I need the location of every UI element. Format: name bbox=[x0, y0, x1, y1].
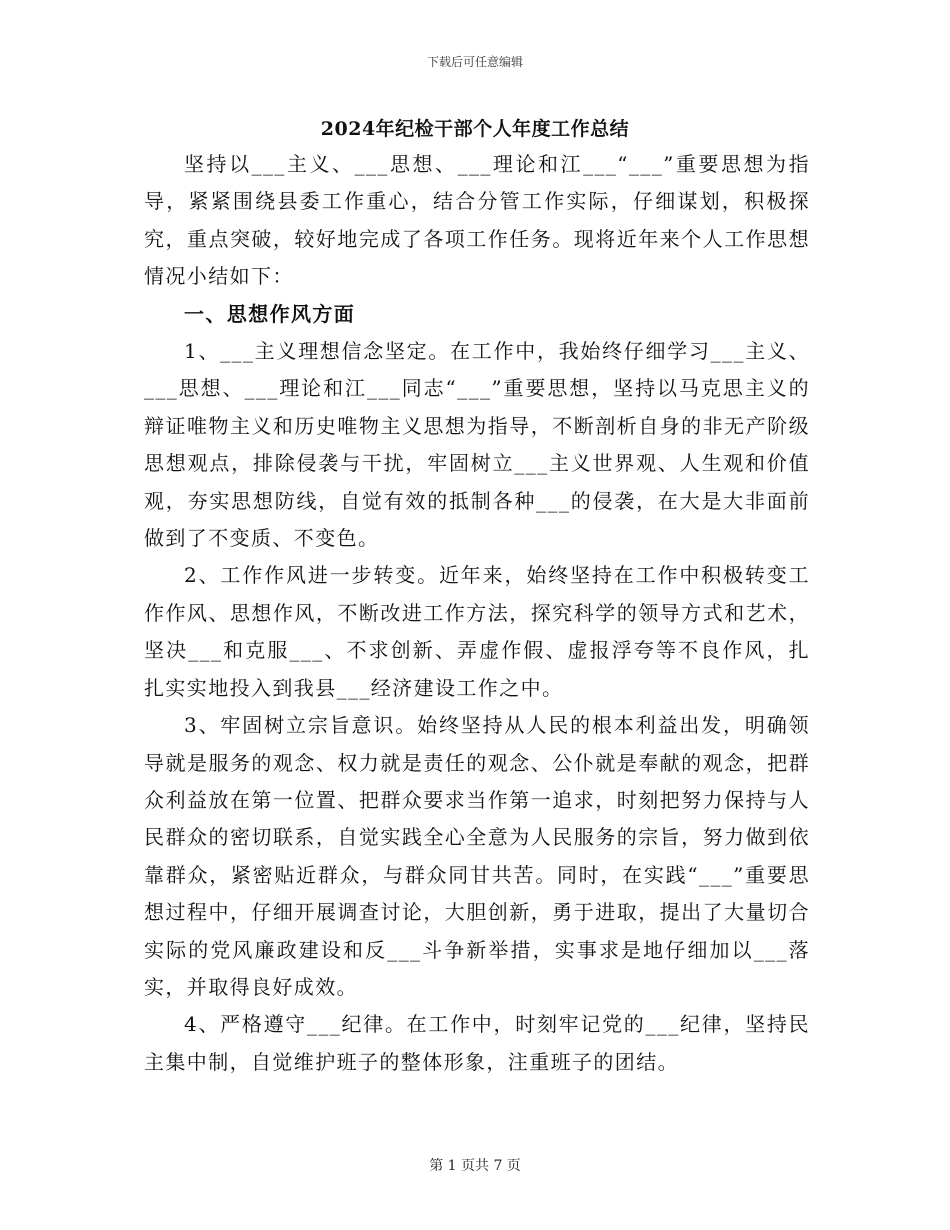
paragraph-item-1: 1、___主义理想信念坚定。在工作中，我始终仔细学习___主义、___思想、___理论和江___同志“___”重要思想，坚持以马克思主义的辩证唯物主义和历史唯物主义思想为指导，不断剖析自身的非无产阶级思想观点，排除侵袭与干扰，牢固树立___主义世界观、人生观和价值观，夯实思想防线，自觉有效的抵制各种___的侵袭，在大是大非面前做到了不变质、不变色。 bbox=[144, 339, 810, 551]
paragraph-intro: 坚持以___主义、___思想、___理论和江___“___”重要思想为指导，紧紧围绕县委工作重心，结合分管工作实际，仔细谋划，积极探究，重点突破，较好地完成了各项工作任务。现将近年来个人工作思想情况小结如下： bbox=[144, 152, 810, 289]
document-title: 2024年纪检干部个人年度工作总结 bbox=[320, 118, 630, 140]
section-heading: 一、思想作风方面 bbox=[184, 301, 356, 326]
paragraph-item-4: 4、严格遵守___纪律。在工作中，时刻牢记党的___纪律，坚持民主集中制，自觉维护班子的整体形象，注重班子的团结。 bbox=[144, 1012, 810, 1074]
header-note: 下载后可任意编辑 bbox=[426, 55, 523, 69]
page-footer: 第 1 页共 7 页 bbox=[429, 1158, 521, 1174]
paragraph-item-2: 2、工作作风进一步转变。近年来，始终坚持在工作中积极转变工作作风、思想作风，不断改进工作方法，探究科学的领导方式和艺术，坚决___和克服___、不求创新、弄虚作假、虚报浮夸等不良作风，扎扎实实地投入到我县___经济建设工作之中。 bbox=[144, 563, 810, 700]
document-body bbox=[144, 146, 810, 1081]
paragraph-item-3: 3、牢固树立宗旨意识。始终坚持从人民的根本利益出发，明确领导就是服务的观念、权力就是责任的观念、公仆就是奉献的观念，把群众利益放在第一位置、把群众要求当作第一追求，时刻把努力保持与人民群众的密切联系，自觉实践全心全意为人民服务的宗旨，努力做到依靠群众，紧密贴近群众，与群众同甘共苦。同时，在实践“___”重要思想过程中，仔细开展调查讨论，大胆创新，勇于进取，提出了大量切合实际的党风廉政建设和反___斗争新举措，实事求是地仔细加以___落实，并取得良好成效。 bbox=[144, 713, 810, 999]
